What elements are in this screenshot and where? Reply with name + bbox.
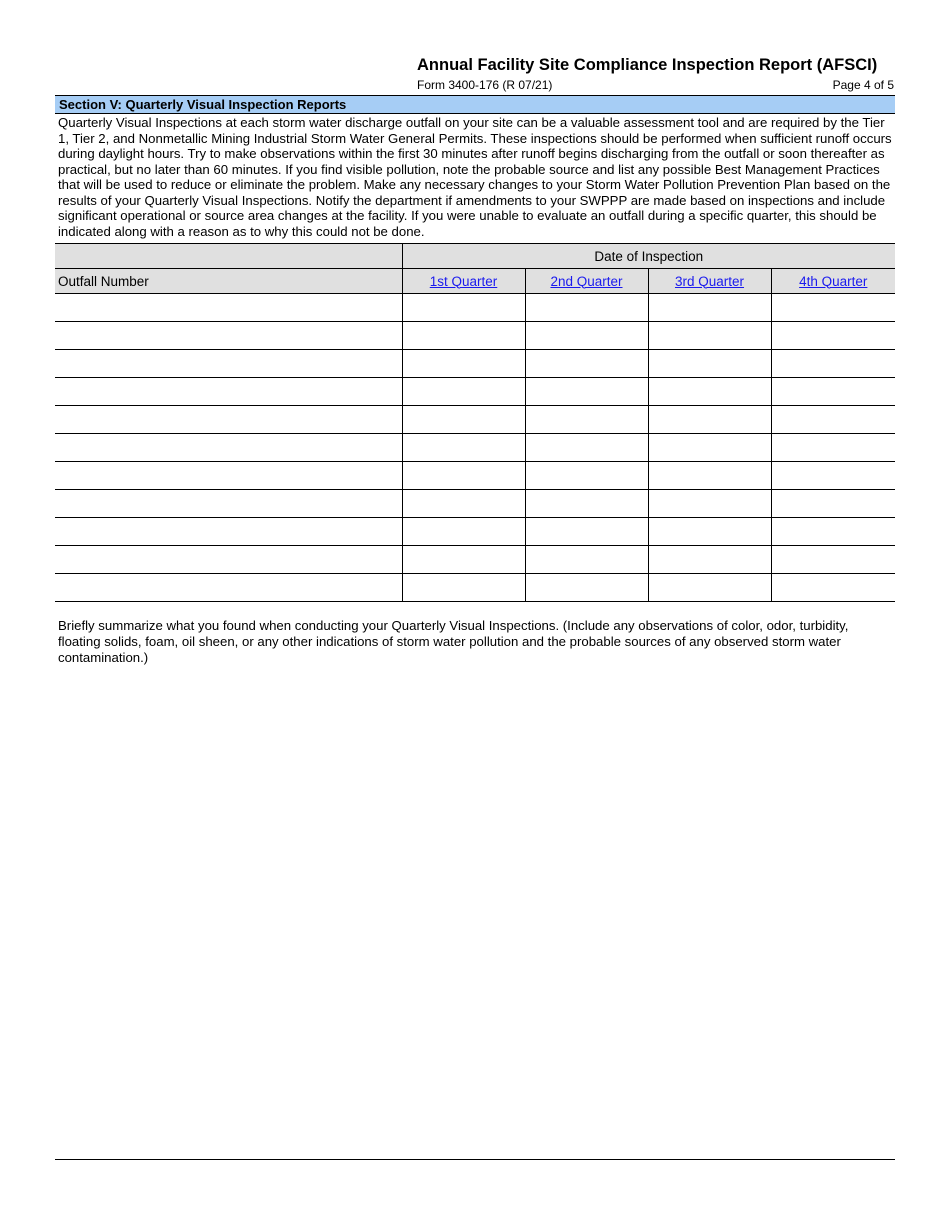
form-number: Form 3400-176 (R 07/21)	[417, 78, 553, 92]
quarter-2-header-cell	[525, 269, 648, 294]
section-header-bar	[55, 95, 895, 114]
quarter-1-date-cell[interactable]	[402, 378, 525, 406]
quarter-3-header-cell	[648, 269, 771, 294]
quarter-3-date-cell[interactable]	[648, 322, 771, 350]
table-row	[55, 546, 895, 574]
quarter-4-date-cell[interactable]	[771, 350, 895, 378]
quarter-4-link[interactable]: 4th Quarter	[799, 273, 868, 289]
quarter-1-date-cell[interactable]	[402, 434, 525, 462]
outfall-number-cell[interactable]	[55, 378, 402, 406]
outfall-number-cell[interactable]	[55, 350, 402, 378]
outfall-number-cell[interactable]	[55, 574, 402, 602]
quarter-1-header-cell	[402, 269, 525, 294]
outfall-number-cell[interactable]	[55, 490, 402, 518]
quarter-3-date-cell[interactable]	[648, 462, 771, 490]
quarter-1-date-cell[interactable]	[402, 518, 525, 546]
quarter-4-date-cell[interactable]	[771, 518, 895, 546]
outfall-number-cell[interactable]	[55, 546, 402, 574]
quarter-2-date-cell[interactable]	[525, 350, 648, 378]
quarter-1-date-cell[interactable]	[402, 462, 525, 490]
quarter-3-date-cell[interactable]	[648, 518, 771, 546]
quarter-3-date-cell[interactable]	[648, 350, 771, 378]
quarter-2-date-cell[interactable]	[525, 406, 648, 434]
quarter-2-date-cell[interactable]	[525, 546, 648, 574]
quarter-3-date-cell[interactable]	[648, 574, 771, 602]
inspection-table	[55, 243, 895, 602]
table-header-blank-cell	[55, 244, 402, 269]
quarter-4-date-cell[interactable]	[771, 574, 895, 602]
outfall-number-cell[interactable]	[55, 322, 402, 350]
section-heading: Section V: Quarterly Visual Inspection Reports	[59, 97, 347, 112]
table-row	[55, 322, 895, 350]
quarter-1-date-cell[interactable]	[402, 294, 525, 322]
quarter-1-date-cell[interactable]	[402, 350, 525, 378]
quarter-4-date-cell[interactable]	[771, 434, 895, 462]
quarter-4-date-cell[interactable]	[771, 546, 895, 574]
quarter-2-date-cell[interactable]	[525, 518, 648, 546]
quarter-2-date-cell[interactable]	[525, 462, 648, 490]
outfall-number-cell[interactable]	[55, 294, 402, 322]
quarter-3-date-cell[interactable]	[648, 546, 771, 574]
table-row	[55, 574, 895, 602]
quarter-4-date-cell[interactable]	[771, 322, 895, 350]
table-column-header-row	[55, 269, 895, 294]
quarter-2-date-cell[interactable]	[525, 294, 648, 322]
quarter-4-date-cell[interactable]	[771, 462, 895, 490]
bottom-divider	[55, 1159, 895, 1160]
table-row	[55, 406, 895, 434]
table-row	[55, 462, 895, 490]
quarter-3-date-cell[interactable]	[648, 406, 771, 434]
outfall-number-cell[interactable]	[55, 462, 402, 490]
summary-prompt: Briefly summarize what you found when conducting your Quarterly Visual Inspections. (Include any observations of color, odor, turbidity, floating solids, foam, oil sheen, or any other indications of storm water pollution and the probable sources of any observed storm water contamination.)	[58, 618, 849, 665]
quarter-3-date-cell[interactable]	[648, 378, 771, 406]
quarter-1-link[interactable]: 1st Quarter	[429, 273, 498, 289]
table-row	[55, 350, 895, 378]
quarter-2-link[interactable]: 2nd Quarter	[550, 273, 623, 289]
outfall-number-cell[interactable]	[55, 434, 402, 462]
summary-text-area[interactable]	[55, 668, 895, 1156]
quarter-1-date-cell[interactable]	[402, 546, 525, 574]
quarter-4-date-cell[interactable]	[771, 294, 895, 322]
table-row	[55, 378, 895, 406]
outfall-number-cell[interactable]	[55, 518, 402, 546]
outfall-number-cell[interactable]	[55, 406, 402, 434]
quarter-1-date-cell[interactable]	[402, 322, 525, 350]
quarter-2-date-cell[interactable]	[525, 378, 648, 406]
quarter-1-date-cell[interactable]	[402, 406, 525, 434]
quarter-4-date-cell[interactable]	[771, 406, 895, 434]
page-number: Page 4 of 5	[832, 78, 894, 92]
quarter-2-date-cell[interactable]	[525, 322, 648, 350]
outfall-number-header: Outfall Number	[55, 269, 402, 294]
quarter-2-date-cell[interactable]	[525, 490, 648, 518]
section-intro-text: Quarterly Visual Inspections at each storm water discharge outfall on your site can be a valuable assessment tool and are required by the Tier 1, Tier 2, and Nonmetallic Mining Industrial Storm Water General Permits. These inspections should be performed when sufficient runoff occurs during daylight hours. Try to make observations within the first 30 minutes after runoff begins discharging from the outfall or soon thereafter as practical, but no later than 60 minutes. If you find visible pollution, note the probable source and list any possible Best Management Practices that will be used to reduce or eliminate the problem. Make any necessary changes to your Storm Water Pollution Prevention Plan based on the results of your Quarterly Visual Inspections. Notify the department if amendments to your SWPPP are made based on inspections and include significant operational or source area changes at the facility. If you were unable to evaluate an outfall during a specific quarter, this should be indicated along with a reason as to why this could not be done.	[58, 115, 892, 239]
table-row	[55, 490, 895, 518]
table-group-header-row	[55, 244, 895, 269]
quarter-4-date-cell[interactable]	[771, 378, 895, 406]
quarter-2-date-cell[interactable]	[525, 434, 648, 462]
table-row	[55, 518, 895, 546]
quarter-4-header-cell	[771, 269, 895, 294]
quarter-3-date-cell[interactable]	[648, 490, 771, 518]
table-row	[55, 434, 895, 462]
quarter-1-date-cell[interactable]	[402, 490, 525, 518]
quarter-1-date-cell[interactable]	[402, 574, 525, 602]
quarter-2-date-cell[interactable]	[525, 574, 648, 602]
quarter-3-date-cell[interactable]	[648, 294, 771, 322]
table-row	[55, 294, 895, 322]
quarter-4-date-cell[interactable]	[771, 490, 895, 518]
quarter-3-link[interactable]: 3rd Quarter	[674, 273, 745, 289]
form-title: Annual Facility Site Compliance Inspection Report (AFSCI)	[417, 56, 878, 74]
date-of-inspection-header: Date of Inspection	[402, 244, 895, 269]
quarter-3-date-cell[interactable]	[648, 434, 771, 462]
